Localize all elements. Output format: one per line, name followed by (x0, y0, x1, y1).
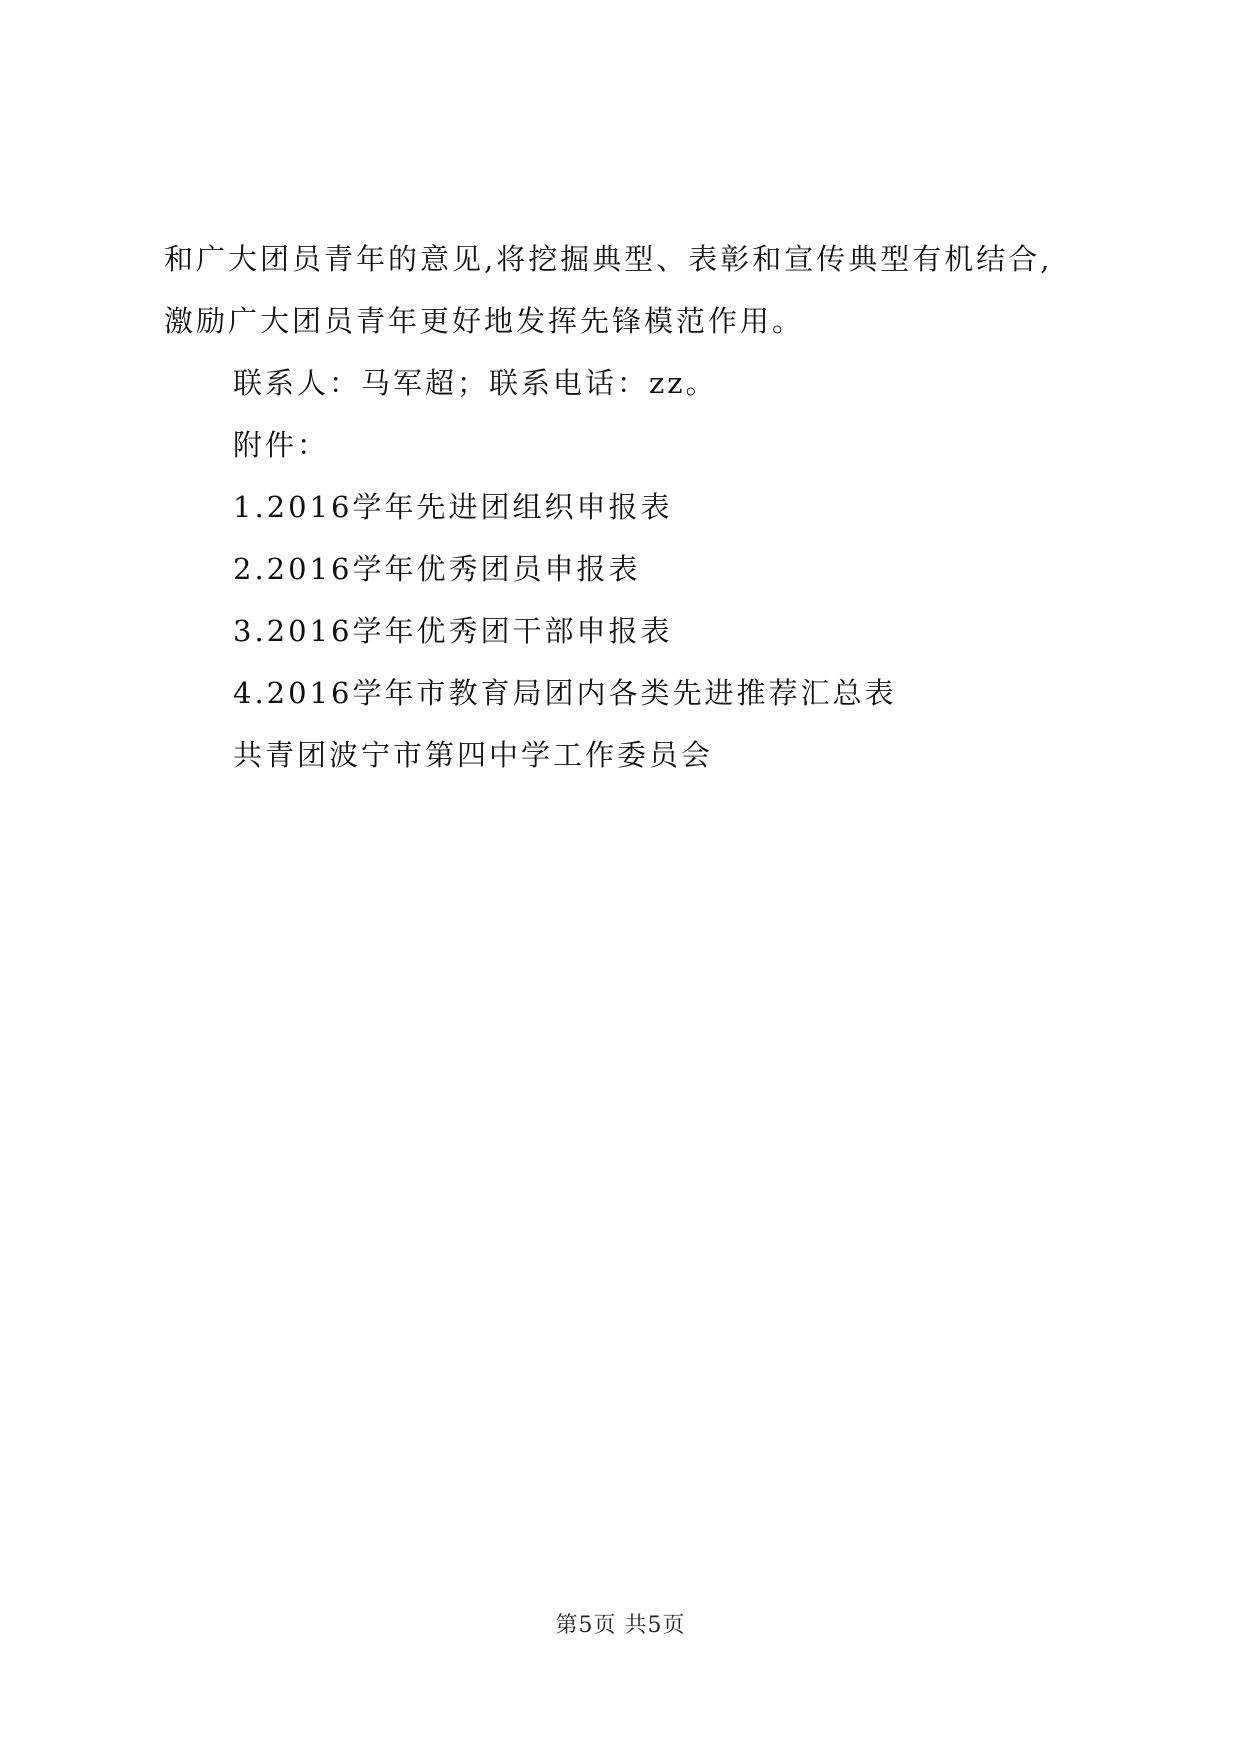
signature-organization: 共青团波宁市第四中学工作委员会 (233, 738, 714, 772)
attachment-item: 2.2016学年优秀团员申报表 (233, 552, 641, 586)
contact-info: 联系人：马军超；联系电话：zz。 (233, 366, 718, 400)
attachment-item: 1.2016学年先进团组织申报表 (233, 490, 673, 524)
attachments-label: 附件： (233, 428, 330, 462)
body-text-line: 和广大团员青年的意见,将挖掘典型、表彰和宣传典型有机结合, (164, 242, 1053, 276)
body-text-line: 激励广大团员青年更好地发挥先锋模范作用。 (164, 304, 805, 338)
document-body (164, 228, 1084, 786)
page-footer: 第5页 共5页 (555, 1613, 686, 1638)
attachment-item: 3.2016学年优秀团干部申报表 (233, 614, 673, 648)
attachment-item: 4.2016学年市教育局团内各类先进推荐汇总表 (233, 676, 897, 710)
